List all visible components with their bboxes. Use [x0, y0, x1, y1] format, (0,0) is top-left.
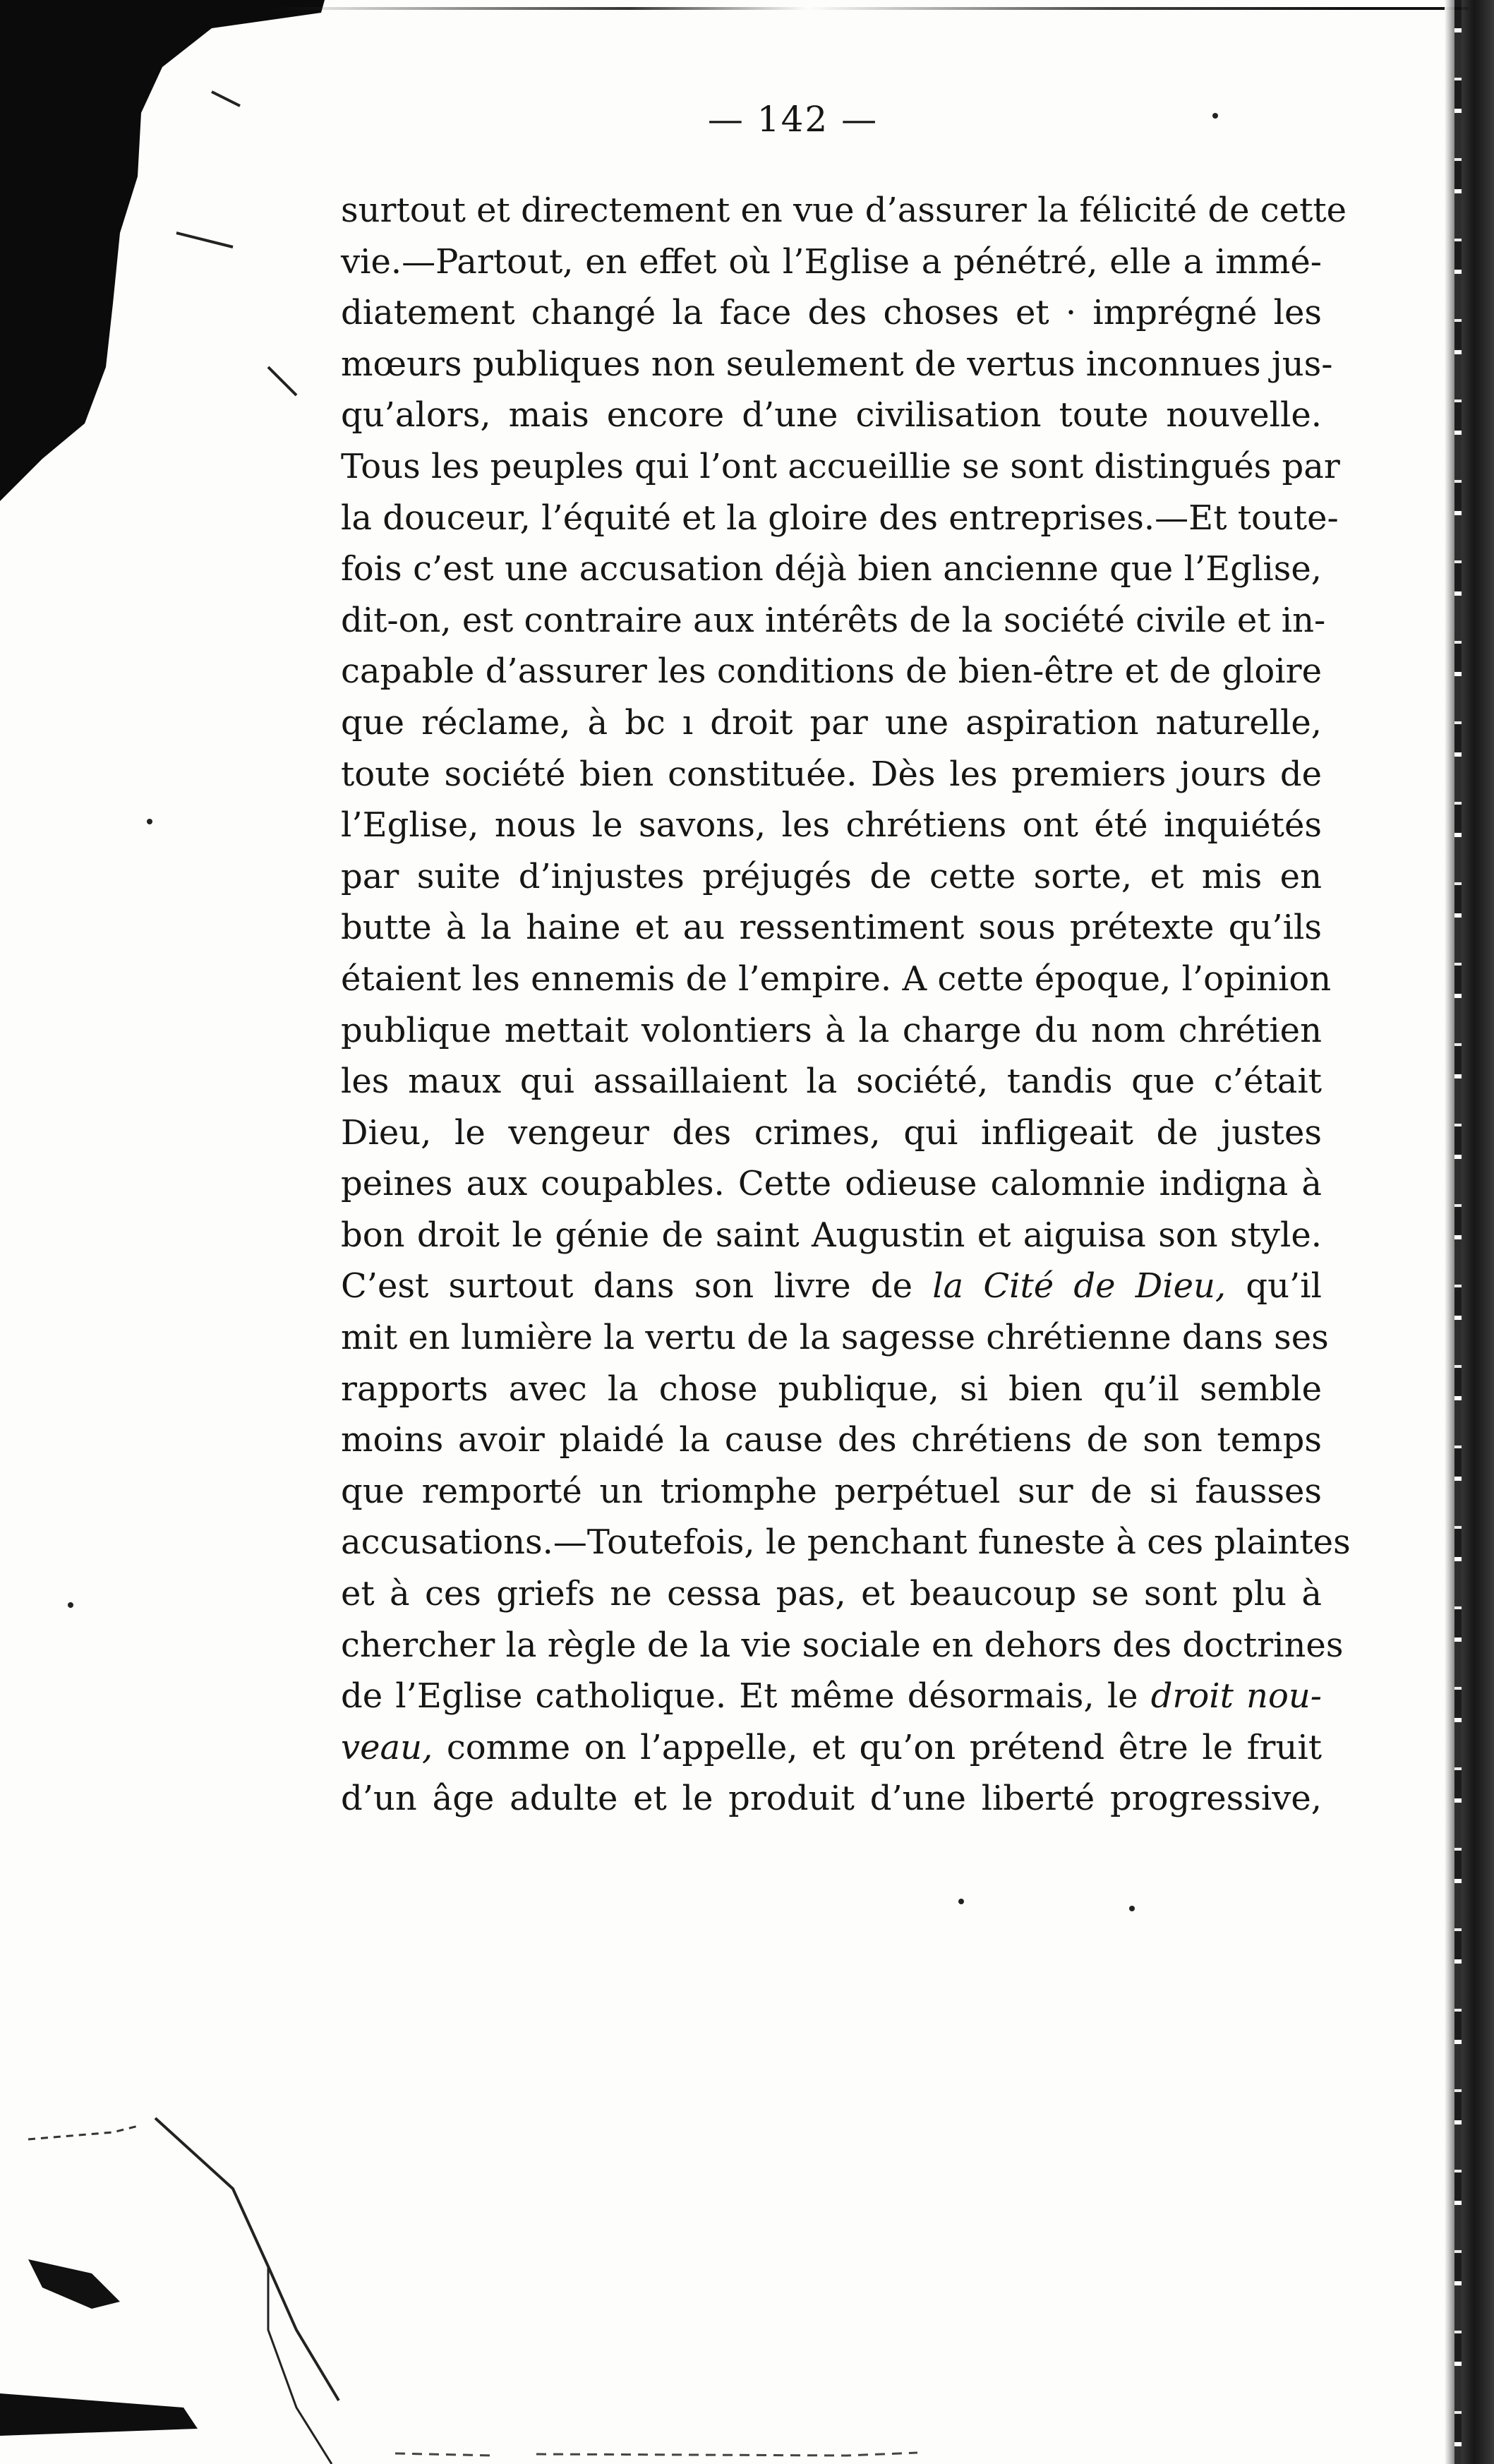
text-run: comme on l’appelle, et qu’on prétend être le fruit [433, 1727, 1322, 1767]
scan-speck [1129, 1906, 1135, 1911]
text-line: la douceur, l’équité et la gloire des entreprises.—Et toute- [341, 498, 1339, 538]
text-line: l’Eglise, nous le savons, les chrétiens ont été inquiétés [341, 805, 1322, 846]
text-run: C’est surtout dans son livre de [341, 1266, 933, 1306]
text-line: peines aux coupables. Cette odieuse calomnie indigna à [341, 1164, 1322, 1204]
text-line: bon droit le génie de saint Augustin et aiguisa son style. [341, 1215, 1322, 1255]
text-line: que réclame, à bc ı droit par une aspiration naturelle, [341, 702, 1322, 743]
text-line: Tous les peuples qui l’ont accueillie se sont distingués par [341, 446, 1340, 486]
text-line: accusations.—Toutefois, le penchant funeste à ces plaintes [341, 1522, 1351, 1563]
text-line: qu’alors, mais encore d’une civilisation toute nouvelle. [341, 395, 1322, 435]
scan-binding-edge [1445, 0, 1494, 2464]
scan-speck [958, 1899, 964, 1904]
text-line: chercher la règle de la vie sociale en dehors des doctrines [341, 1625, 1344, 1665]
scan-speck [68, 1602, 73, 1608]
text-line-mixed [341, 1671, 1322, 1722]
text-line: rapports avec la chose publique, si bien qu’il semble [341, 1369, 1322, 1409]
text-line: toute société bien constituée. Dès les premiers jours de [341, 754, 1322, 794]
text-line-mixed [341, 1261, 1322, 1312]
text-line: fois c’est une accusation déjà bien ancienne que l’Eglise, [341, 549, 1322, 589]
scan-speck [147, 819, 152, 824]
text-line: surtout et directement en vue d’assurer la félicité de cette [341, 191, 1347, 230]
text-line: publique mettait volontiers à la charge du nom chrétien [341, 1010, 1322, 1050]
text-line: mit en lumière la vertu de la sagesse chrétienne dans ses [341, 1318, 1329, 1358]
text-line: par suite d’injustes préjugés de cette sorte, et mis en [341, 856, 1322, 896]
text-line: et à ces griefs ne cessa pas, et beaucoup se sont plu à [341, 1574, 1322, 1614]
text-line: d’un âge adulte et le produit d’une liberté progressive, [341, 1779, 1322, 1819]
italic-term: veau, [341, 1727, 433, 1767]
scan-top-edge [268, 7, 1468, 10]
text-run: de l’Eglise catholique. Et même désormais, le [341, 1676, 1151, 1717]
text-line: Dieu, le vengeur des crimes, qui infligeait de justes [341, 1112, 1322, 1153]
text-run: qu’il [1226, 1266, 1322, 1306]
text-line: étaient les ennemis de l’empire. A cette époque, l’opinion [341, 958, 1332, 999]
body-text [341, 185, 1351, 1825]
scan-torn-corner [0, 0, 325, 508]
text-line: que remporté un triomphe perpétuel sur de si fausses [341, 1471, 1322, 1511]
scan-bottom-artifacts [0, 2097, 1494, 2464]
text-line: moins avoir plaidé la cause des chrétiens de son temps [341, 1420, 1322, 1460]
text-line: les maux qui assaillaient la société, tandis que c’était [341, 1062, 1322, 1102]
text-line: mœurs publiques non seulement de vertus inconnues jus- [341, 344, 1333, 384]
book-title: la Cité de Dieu, [932, 1266, 1227, 1306]
text-line: butte à la haine et au ressentiment sous prétexte qu’ils [341, 908, 1322, 948]
text-line: diatement changé la face des choses et · imprégné les [341, 293, 1322, 333]
text-line: vie.—Partout, en effet où l’Eglise a pénétré, elle a immé- [341, 241, 1322, 282]
italic-term: droit nou- [1150, 1676, 1322, 1717]
text-line-mixed [341, 1722, 1322, 1774]
page-number: — 142 — [707, 99, 879, 140]
text-line: dit-on, est contraire aux intérêts de la société civile et in- [341, 600, 1326, 640]
text-line: capable d’assurer les conditions de bien-être et de gloire [341, 651, 1322, 692]
